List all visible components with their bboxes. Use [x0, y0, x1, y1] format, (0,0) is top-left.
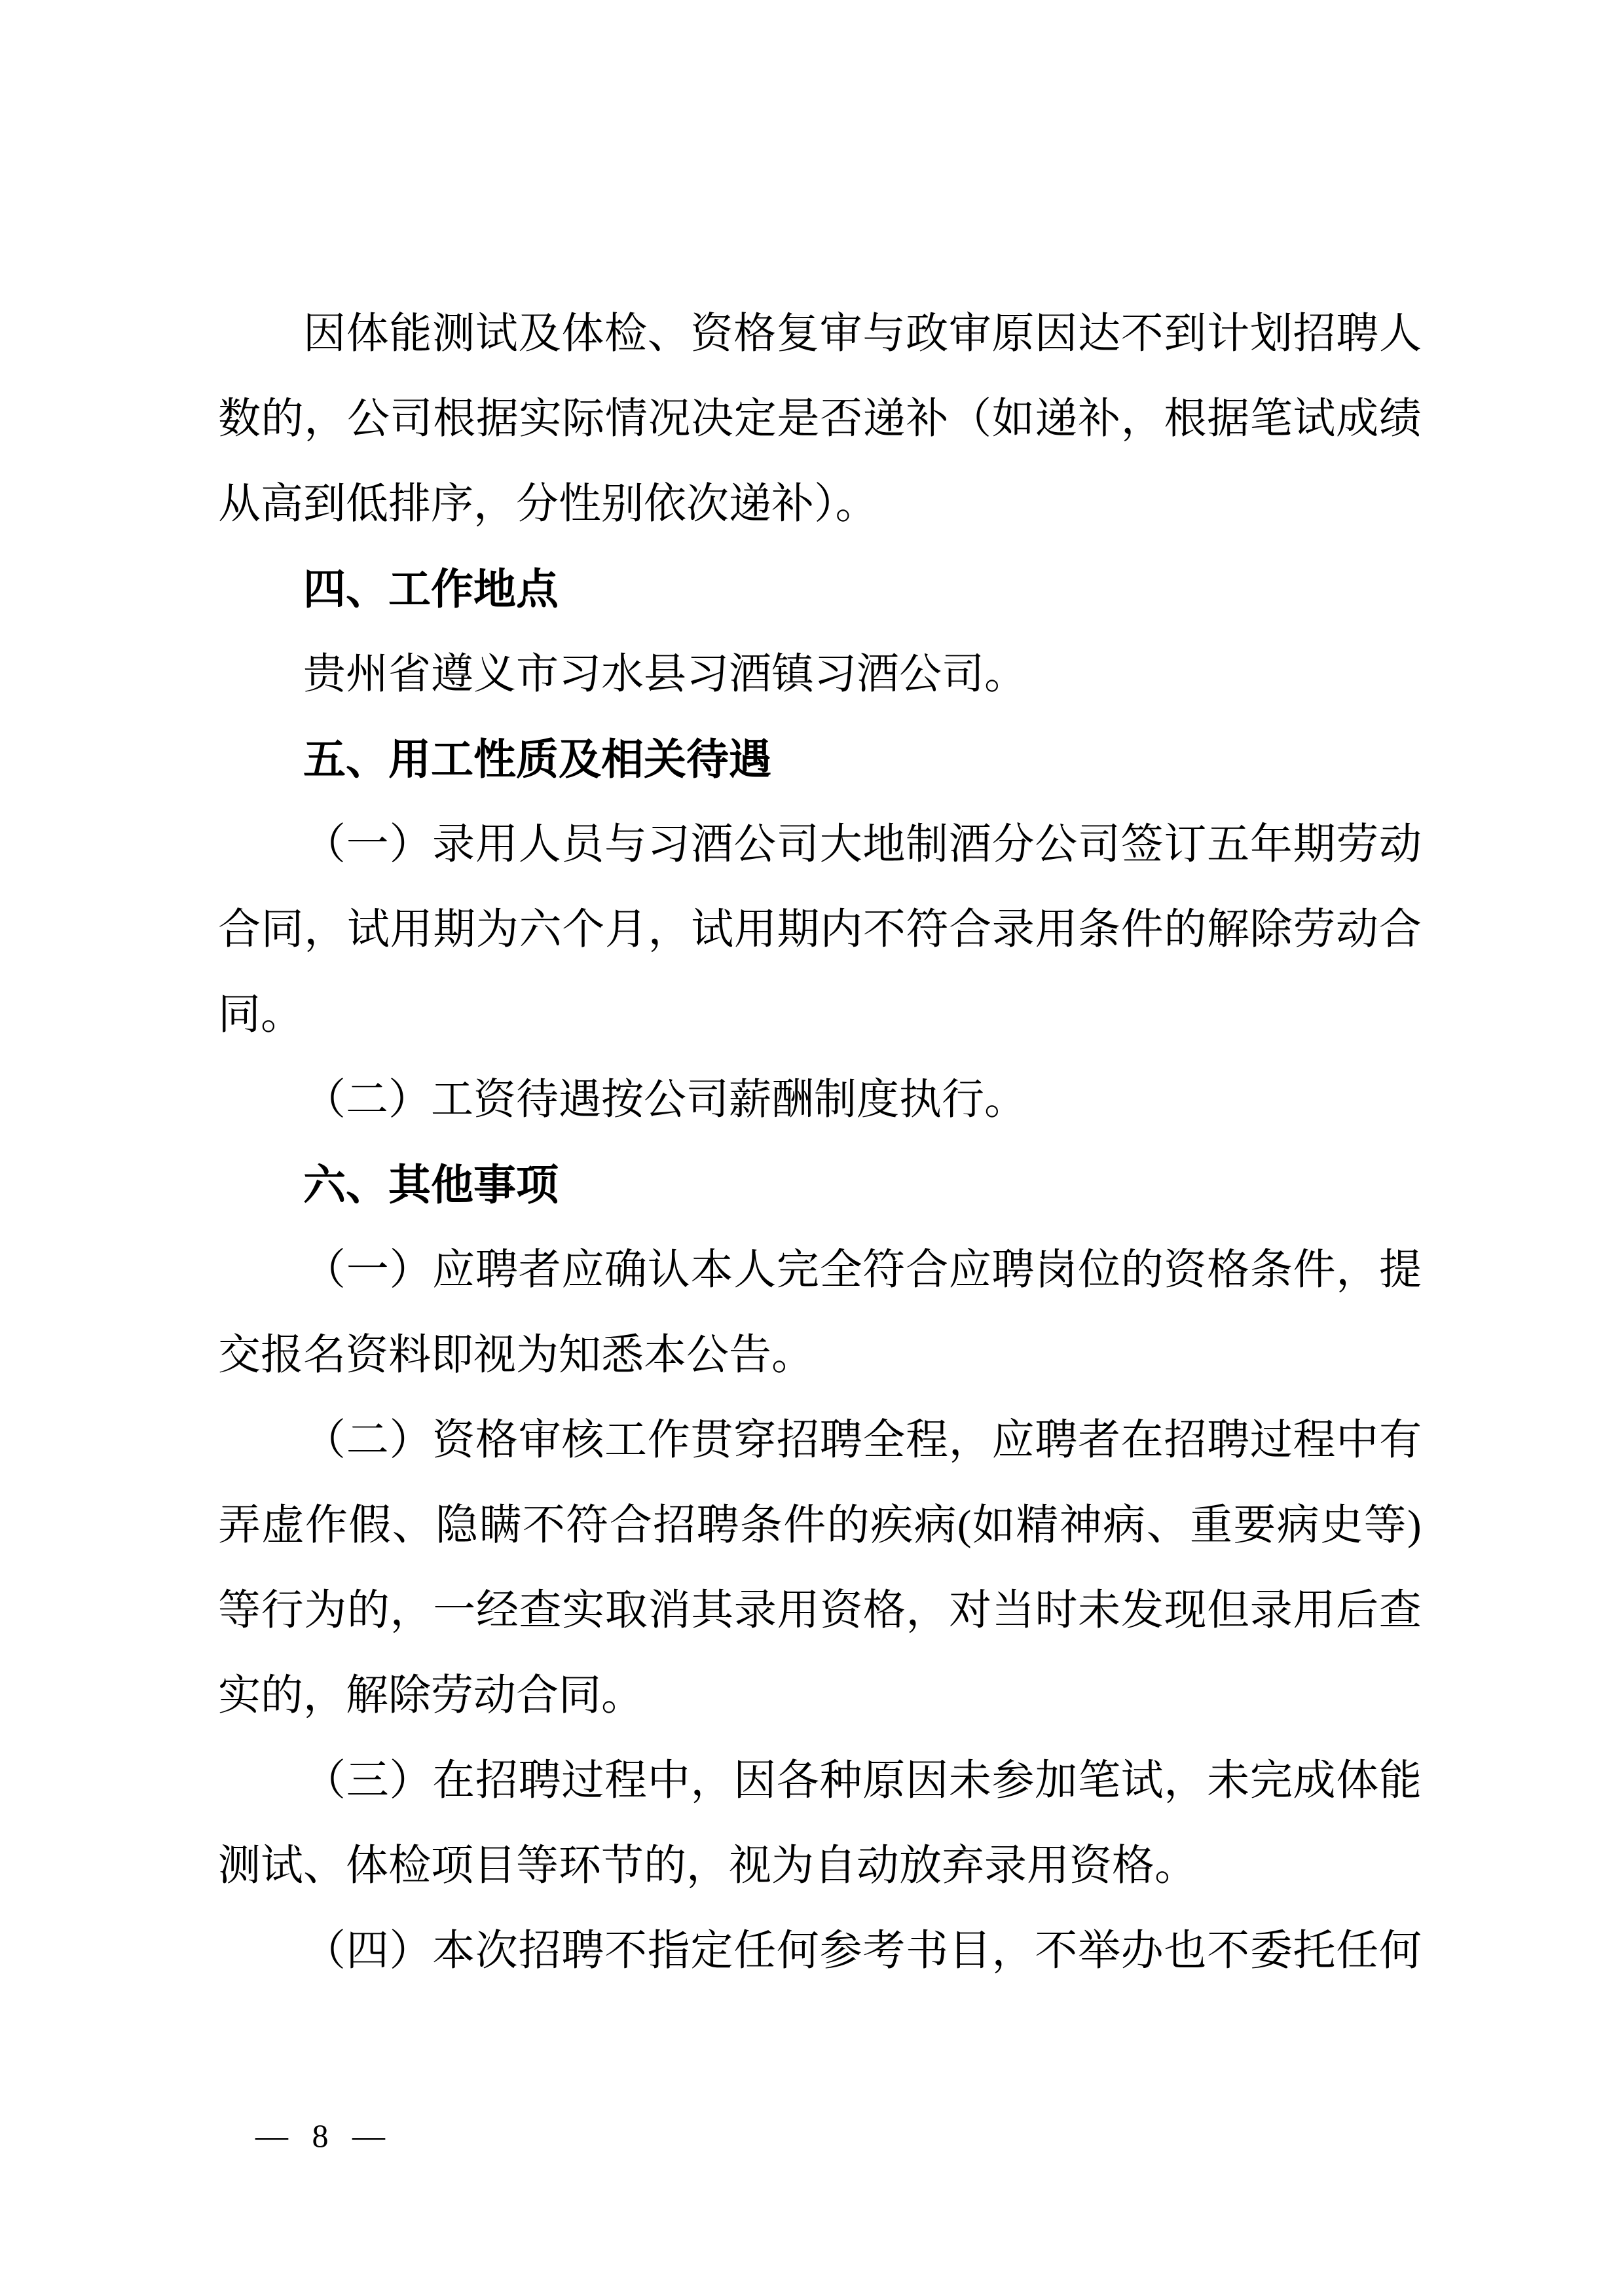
paragraph-line: 从高到低排序，分性别依次递补）。 — [218, 481, 878, 528]
paragraph-line: 同。 — [218, 991, 304, 1038]
paragraph-line: （ 三 ） 在 招 聘 过 程 中 ， 因 各 种 原 因 未 参 加 笔 试 ， 未 完 成 体 能 — [303, 1757, 1422, 1804]
paragraph-line: 贵州省遵义市习水县习酒镇习酒公司。 — [303, 651, 1027, 698]
paragraph-line: 合 同 ， 试 用 期 为 六 个 月 ， 试 用 期 内 不 符 合 录 用 条 件 的 解 除 劳 动 合 — [218, 906, 1422, 953]
section-heading-work-location: 四、工作地点 — [303, 565, 559, 613]
paragraph-line: （ 一 ） 录 用 人 员 与 习 酒 公 司 大 地 制 酒 分 公 司 签 订 五 年 期 劳 动 — [303, 821, 1422, 868]
section-heading-other-matters: 六、其他事项 — [303, 1161, 559, 1209]
section-heading-employment-terms: 五、用工性质及相关待遇 — [303, 735, 772, 783]
paragraph-line: 实的，解除劳动合同。 — [218, 1672, 644, 1719]
paragraph-line: （ 一 ） 应 聘 者 应 确 认 本 人 完 全 符 合 应 聘 岗 位 的 资 格 条 件 ， 提 — [303, 1247, 1422, 1294]
paragraph-line: 交报名资料即视为知悉本公告。 — [218, 1332, 815, 1379]
paragraph-line: 等 行 为 的 ， 一 经 查 实 取 消 其 录 用 资 格 ， 对 当 时 未 发 现 但 录 用 后 查 — [218, 1587, 1422, 1634]
paragraph-line: 数 的 ， 公 司 根 据 实 际 情 况 决 定 是 否 递 补 （ 如 递 补 ， 根 据 笔 试 成 绩 — [218, 395, 1422, 443]
paragraph-line: （ 四 ） 本 次 招 聘 不 指 定 任 何 参 考 书 目 ， 不 举 办 也 不 委 托 任 何 — [303, 1927, 1422, 1975]
page-number: — 8 — — [255, 2117, 393, 2154]
paragraph-line: 弄 虚 作 假 、 隐 瞒 不 符 合 招 聘 条 件 的 疾 病 ( 如 精 神 病 、 重 要 病 史 等 ) — [218, 1502, 1422, 1549]
paragraph-line: （ 二 ） 资 格 审 核 工 作 贯 穿 招 聘 全 程 ， 应 聘 者 在 招 聘 过 程 中 有 — [303, 1417, 1422, 1464]
paragraph-line: 因 体 能 测 试 及 体 检 、 资 格 复 审 与 政 审 原 因 达 不 到 计 划 招 聘 人 — [303, 310, 1422, 357]
paragraph-line: 测试、体检项目等环节的，视为自动放弃录用资格。 — [218, 1842, 1198, 1889]
paragraph-line: （二）工资待遇按公司薪酬制度执行。 — [303, 1076, 1027, 1123]
document-body — [218, 291, 1422, 1994]
